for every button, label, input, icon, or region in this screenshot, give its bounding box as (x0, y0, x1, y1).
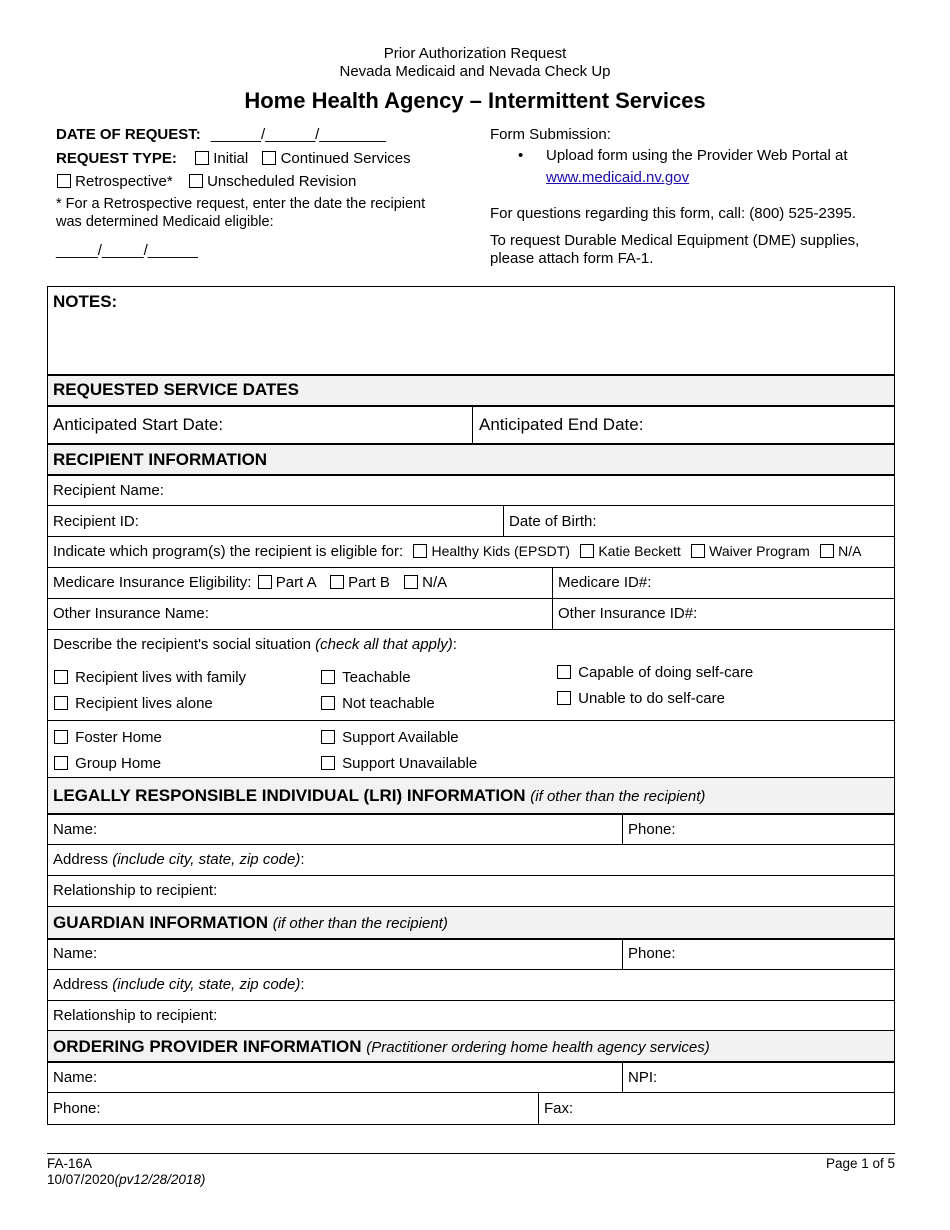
support-available-label: Support Available (342, 729, 459, 746)
service-dates-header (48, 375, 894, 405)
social-family-option (54, 669, 246, 686)
guardian-address-hint: (include city, state, zip code) (112, 976, 301, 993)
social-no-support-option (321, 755, 477, 772)
retrospective-checkbox[interactable] (57, 174, 71, 188)
part-a-checkbox[interactable] (258, 575, 272, 589)
footer-rule (47, 1153, 895, 1154)
ordering-title-row (53, 1037, 710, 1057)
medicare-id-field[interactable]: Medicare ID#: (558, 574, 652, 591)
part-b-label: Part B (348, 574, 390, 591)
part-b-checkbox[interactable] (330, 575, 344, 589)
other-insurance-id-field[interactable]: Other Insurance ID#: (558, 605, 698, 622)
ordering-provider-header (48, 1031, 894, 1061)
medicaid-portal-link[interactable]: www.medicaid.nv.gov (546, 169, 690, 186)
social-group-option (54, 755, 161, 772)
guardian-name-field[interactable]: Name: (53, 945, 98, 962)
request-type-row-2 (57, 173, 356, 190)
date-of-birth-field[interactable]: Date of Birth: (509, 513, 597, 530)
retro-date-blank[interactable]: _____/_____/______ (56, 242, 198, 259)
social-unable-option (557, 690, 725, 707)
retro-note-2: was determined Medicaid eligible: (56, 214, 274, 230)
group-home-label: Group Home (75, 755, 162, 772)
lives-alone-checkbox[interactable] (54, 696, 68, 710)
ordering-name-field[interactable]: Name: (53, 1069, 98, 1086)
retro-note-1: * For a Retrospective request, enter the date the recipient (56, 196, 426, 212)
bullet: • (518, 147, 524, 164)
social-label-text: Describe the recipient's social situation (53, 636, 316, 653)
form-version: (pv12/28/2018) (114, 1172, 206, 1187)
lri-name-field[interactable]: Name: (53, 821, 98, 838)
recipient-name-field[interactable]: Recipient Name: (53, 482, 164, 499)
guardian-address-label: Address (53, 976, 113, 993)
lri-relationship-field[interactable]: Relationship to recipient: (53, 882, 218, 899)
service-dates-title: REQUESTED SERVICE DATES (53, 380, 299, 399)
header-line-1: Prior Authorization Request (383, 45, 567, 62)
request-type-row (56, 150, 411, 167)
lri-title: LEGALLY RESPONSIBLE INDIVIDUAL (LRI) INFORMATION (53, 786, 531, 805)
lives-alone-label: Recipient lives alone (75, 695, 213, 712)
guardian-title: GUARDIAN INFORMATION (53, 913, 273, 932)
capable-self-care-checkbox[interactable] (557, 665, 571, 679)
social-alone-option (54, 695, 213, 712)
lri-address-field[interactable] (53, 851, 305, 868)
unable-self-care-checkbox[interactable] (557, 691, 571, 705)
program-eligibility-row (53, 543, 861, 560)
support-available-checkbox[interactable] (321, 730, 335, 744)
retrospective-label: Retrospective* (75, 173, 173, 190)
upload-text: Upload form using the Provider Web Portal at (546, 147, 848, 164)
guardian-title-row (53, 913, 448, 933)
other-insurance-name-field[interactable]: Other Insurance Name: (53, 605, 209, 622)
lri-phone-field[interactable]: Phone: (628, 821, 676, 838)
healthy-kids-label: Healthy Kids (EPSDT) (431, 543, 570, 559)
group-home-checkbox[interactable] (54, 756, 68, 770)
guardian-subtitle: (if other than the recipient) (272, 915, 448, 932)
recipient-header (48, 445, 894, 475)
social-label-colon: : (452, 636, 457, 653)
ordering-phone-field[interactable]: Phone: (53, 1100, 101, 1117)
social-label-hint: (check all that apply) (315, 636, 453, 653)
authorization-form-table (47, 286, 895, 1125)
notes-label: NOTES: (53, 292, 118, 311)
continued-services-label: Continued Services (280, 150, 411, 167)
support-unavailable-checkbox[interactable] (321, 756, 335, 770)
unscheduled-revision-label: Unscheduled Revision (207, 173, 357, 190)
form-date: 10/07/2020 (47, 1172, 115, 1187)
guardian-relationship-field[interactable]: Relationship to recipient: (53, 1007, 218, 1024)
continued-services-checkbox[interactable] (262, 151, 276, 165)
not-teachable-checkbox[interactable] (321, 696, 335, 710)
program-na-label: N/A (838, 543, 862, 559)
guardian-address-colon: : (300, 976, 305, 993)
guardian-address-field[interactable] (53, 976, 305, 993)
ordering-fax-field[interactable]: Fax: (544, 1100, 574, 1117)
questions-text: For questions regarding this form, call: (800) 525-2395. (490, 205, 857, 222)
social-not-teachable-option (321, 695, 435, 712)
ordering-npi-field[interactable]: NPI: (628, 1069, 658, 1086)
recipient-id-field[interactable]: Recipient ID: (53, 513, 139, 530)
social-situation-label (53, 636, 457, 653)
lri-subtitle: (if other than the recipient) (530, 788, 706, 805)
notes-field[interactable] (48, 315, 894, 374)
waiver-program-checkbox[interactable] (691, 544, 705, 558)
form-id: FA-16A (47, 1156, 93, 1171)
lri-address-hint: (include city, state, zip code) (112, 851, 301, 868)
anticipated-end-date[interactable]: Anticipated End Date: (479, 415, 644, 434)
unscheduled-revision-checkbox[interactable] (189, 174, 203, 188)
ordering-subtitle: (Practitioner ordering home health agency services) (366, 1039, 710, 1056)
katie-beckett-checkbox[interactable] (580, 544, 594, 558)
ordering-title: ORDERING PROVIDER INFORMATION (53, 1037, 367, 1056)
request-type-label: REQUEST TYPE: (56, 150, 177, 167)
lives-with-family-label: Recipient lives with family (75, 669, 247, 686)
healthy-kids-checkbox[interactable] (413, 544, 427, 558)
lives-with-family-checkbox[interactable] (54, 670, 68, 684)
lri-address-label: Address (53, 851, 113, 868)
support-unavailable-label: Support Unavailable (342, 755, 478, 772)
unable-self-care-label: Unable to do self-care (578, 690, 725, 707)
social-foster-option (54, 729, 162, 746)
anticipated-start-date[interactable]: Anticipated Start Date: (53, 415, 224, 434)
recipient-title: RECIPIENT INFORMATION (53, 450, 268, 469)
foster-home-label: Foster Home (75, 729, 162, 746)
program-na-checkbox[interactable] (820, 544, 834, 558)
lri-header (48, 778, 894, 813)
social-support-option (321, 729, 459, 746)
medicare-na-checkbox[interactable] (404, 575, 418, 589)
date-of-request-row (56, 126, 386, 143)
medicare-eligibility-row (53, 574, 447, 591)
not-teachable-label: Not teachable (342, 695, 435, 712)
teachable-checkbox[interactable] (321, 670, 335, 684)
capable-self-care-label: Capable of doing self-care (578, 664, 754, 681)
teachable-label: Teachable (342, 669, 411, 686)
part-a-label: Part A (275, 574, 316, 591)
form-submission-heading: Form Submission: (490, 126, 611, 143)
medicare-na-label: N/A (422, 574, 448, 591)
social-teachable-option (321, 669, 411, 686)
foster-home-checkbox[interactable] (54, 730, 68, 744)
date-of-request-blank[interactable]: ______/______/________ (210, 126, 387, 143)
social-capable-option (557, 664, 753, 681)
initial-checkbox[interactable] (195, 151, 209, 165)
guardian-phone-field[interactable]: Phone: (628, 945, 676, 962)
lri-title-row (53, 786, 705, 806)
date-of-request-label: DATE OF REQUEST: (56, 126, 201, 143)
dme-text-2: please attach form FA-1. (490, 250, 654, 267)
program-eligibility-label: Indicate which program(s) the recipient is eligible for: (53, 543, 404, 560)
katie-beckett-label: Katie Beckett (598, 543, 681, 559)
dme-text-1: To request Durable Medical Equipment (DME) supplies, (490, 232, 860, 249)
page-title: Home Health Agency – Intermittent Services (244, 88, 706, 113)
medicare-eligibility-label: Medicare Insurance Eligibility: (53, 574, 252, 591)
header-line-2: Nevada Medicaid and Nevada Check Up (339, 63, 611, 80)
page-number: Page 1 of 5 (825, 1156, 895, 1171)
lri-address-colon: : (300, 851, 305, 868)
form-date-row (47, 1172, 205, 1187)
initial-label: Initial (213, 150, 249, 167)
waiver-program-label: Waiver Program (709, 543, 810, 559)
guardian-header (48, 907, 894, 938)
